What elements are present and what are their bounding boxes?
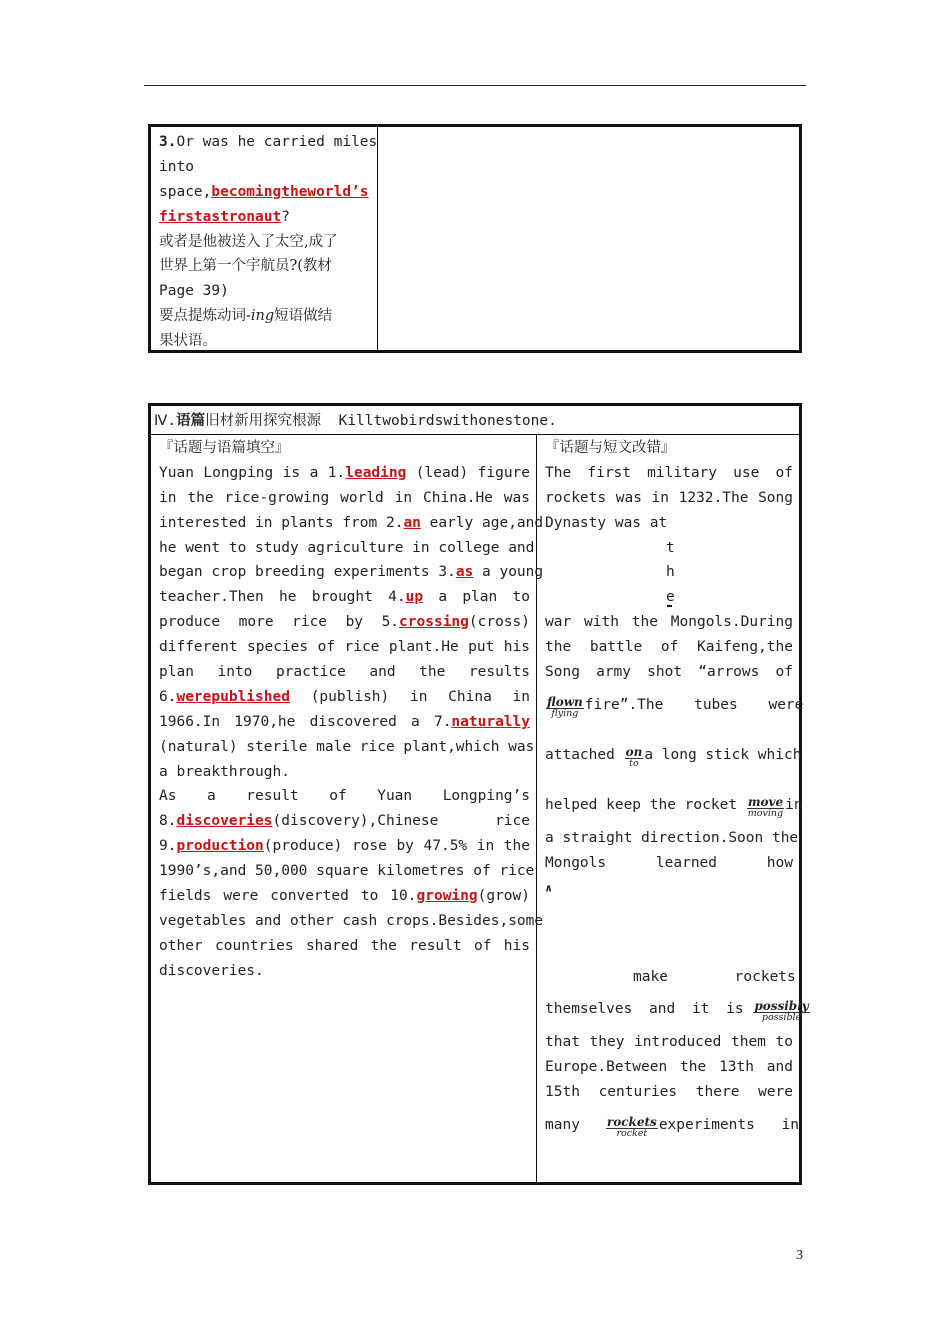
heading-bold: 语篇 — [176, 412, 206, 429]
passage-text: experiments in — [658, 1117, 800, 1134]
passage-text: As a result of Yuan Longping’s — [159, 788, 530, 805]
passage-text: produce more rice by 5. — [159, 614, 400, 631]
passage-text: 9. — [159, 838, 177, 855]
passage-text: fire”.The tubes were — [584, 696, 804, 713]
heading-divider — [151, 434, 799, 435]
example-line-3 — [159, 180, 371, 205]
passage-text: began crop breeding experiments 3. — [159, 564, 456, 581]
passage-text: a young — [473, 564, 544, 581]
example-text: Or was he carried miles — [176, 134, 378, 150]
passage-text: 8. — [159, 813, 177, 830]
answer: growing — [416, 888, 478, 905]
passage-line: Song army shot “arrows of — [545, 664, 793, 681]
correction-old: to — [629, 757, 639, 769]
discourse-table — [148, 403, 809, 1185]
passage-text: plan into practice and the results — [159, 664, 530, 681]
fill-in-title: 『话题与语篇填空』 — [159, 440, 290, 456]
passage-line — [159, 560, 544, 585]
passage-text: discoveries. — [159, 962, 264, 979]
answer: leading — [345, 464, 407, 481]
fill-in-column — [159, 436, 544, 1182]
passage-line — [159, 760, 530, 785]
passage-text: 1966.In 1970,he discovered a 7. — [159, 713, 452, 730]
passage-line — [159, 685, 530, 710]
column-divider — [377, 127, 378, 350]
passage-line — [545, 989, 809, 1024]
passage-line: rockets was in 1232.The Song — [545, 489, 793, 506]
correction-old: rocket — [616, 1128, 648, 1140]
passage-text: a plan to — [423, 589, 530, 606]
key-point-text: 短语做结 — [274, 308, 333, 325]
example-text: ? — [281, 208, 290, 225]
passage-line — [159, 660, 530, 685]
passage-text: in — [785, 796, 803, 813]
inserted-letter: e — [666, 589, 675, 606]
translation-line-1: 或者是他被送入了太空,成了 — [159, 233, 338, 250]
key-point-line-2: 果状语。 — [159, 333, 217, 350]
textbook-page: Page 39) — [159, 283, 229, 300]
passage-line: that they introduced them to — [545, 1034, 793, 1051]
key-point-ing: ing — [250, 308, 275, 325]
section-heading — [154, 409, 793, 435]
passage-line — [159, 461, 530, 486]
correction-old: moving — [747, 807, 784, 819]
correction-new: move — [747, 794, 784, 809]
passage-text: interested in plants from 2. — [159, 514, 404, 531]
correction-flown — [546, 696, 584, 719]
header-rule — [144, 85, 806, 86]
passage-line: Europe.Between the 13th and — [545, 1059, 793, 1076]
passage-text: 1990’s,and 50,000 square kilometres of rice — [159, 863, 535, 880]
answer: werepublished — [176, 688, 290, 705]
example-line-4 — [159, 205, 371, 230]
passage-line — [545, 735, 802, 769]
passage-text: (natural) sterile male rice plant,which was — [159, 738, 535, 755]
passage-text: (lead) figure — [406, 464, 531, 481]
page-number: 3 — [796, 1248, 803, 1263]
passage-line — [159, 635, 530, 660]
passage-text: a breakthrough. — [159, 763, 290, 780]
passage-text: 6. — [159, 688, 177, 705]
answer: naturally — [451, 713, 530, 730]
passage-text: many — [545, 1117, 580, 1134]
passage-text: other countries shared the result of his — [159, 937, 530, 954]
answer: as — [455, 564, 474, 581]
passage-line: a straight direction.Soon the — [545, 829, 799, 846]
insert-mark — [667, 605, 672, 607]
passage-line — [159, 710, 530, 735]
passage-text: different species of rice plant.He put his — [159, 639, 530, 656]
passage-text: he went to study agriculture in college and — [159, 539, 535, 556]
passage-line — [545, 1105, 800, 1140]
answer: production — [176, 838, 264, 855]
error-correction-column — [545, 436, 809, 1182]
item-number: 3. — [159, 134, 177, 150]
passage-line — [159, 784, 530, 809]
passage-text: (produce) rose by 47.5% in the — [263, 838, 530, 855]
correction-old: possible — [761, 1012, 802, 1024]
passage-text: (cross) — [468, 614, 530, 631]
passage-line — [159, 536, 535, 561]
correction-new: possibly — [754, 999, 809, 1014]
passage-line: make rockets — [633, 968, 796, 985]
passage-text: (discovery),Chinese rice — [272, 813, 530, 830]
passage-line: h — [666, 564, 675, 581]
answer: firstastronaut — [159, 208, 282, 225]
passage-line — [159, 859, 535, 884]
example-line-2: into — [159, 158, 194, 175]
passage-line: Dynasty was at — [545, 514, 668, 531]
example-table — [148, 124, 802, 353]
passage-line: war with the Mongols.During — [545, 614, 793, 631]
passage-line — [545, 685, 804, 719]
roman-numeral: Ⅳ. — [154, 413, 177, 429]
error-correction-title: 『话题与短文改错』 — [545, 440, 676, 456]
passage-line — [159, 585, 530, 610]
passage-line: the battle of Kaifeng,the — [545, 639, 793, 656]
answer: discoveries — [176, 813, 273, 830]
passage-line — [545, 785, 803, 819]
passage-line — [159, 834, 530, 859]
passage-text: early age,and — [420, 514, 544, 531]
caret-mark: ∧ — [545, 881, 553, 895]
heading-idiom: Killtwobirdswithonestone. — [338, 413, 557, 429]
translation-line-2: 世界上第一个宇航员?(教材 — [159, 258, 332, 275]
passage-line — [159, 511, 544, 536]
passage-line — [159, 959, 530, 984]
correction-new: rockets — [606, 1115, 657, 1130]
passage-line: The first military use of — [545, 464, 793, 481]
passage-line: t — [666, 539, 675, 556]
passage-text: Yuan Longping is a 1. — [159, 464, 346, 481]
passage-text: themselves and it is — [545, 1001, 744, 1018]
passage-text: (publish) in China in — [289, 688, 530, 705]
passage-line: 15th centuries there were — [545, 1084, 793, 1101]
correction-new: on — [625, 744, 643, 759]
passage-text: teacher.Then he brought 4. — [159, 589, 406, 606]
passage-text: fields were converted to 10. — [159, 888, 417, 905]
passage-line — [159, 610, 530, 635]
passage-line — [545, 876, 793, 901]
correction-possibly — [753, 1000, 809, 1023]
passage-text: helped keep the rocket — [545, 796, 738, 813]
passage-line — [159, 735, 535, 760]
correction-rockets — [606, 1116, 658, 1139]
heading-text: 旧材新用探究根源 — [205, 413, 322, 429]
passage-text: (grow) — [477, 888, 530, 905]
passage-line — [545, 585, 793, 610]
correction-new: flown — [547, 694, 583, 709]
fill-in-passage — [159, 461, 544, 984]
correction-on — [625, 746, 644, 769]
passage-line: Mongols learned how — [545, 854, 793, 871]
example-line-1 — [159, 130, 378, 155]
key-point-line-1 — [159, 304, 371, 329]
correction-move — [747, 796, 784, 819]
answer: an — [403, 514, 421, 531]
passage-text: in the rice-growing world in China.He was — [159, 489, 530, 506]
passage-line — [159, 934, 530, 959]
key-point-text: 要点提炼动词- — [159, 308, 251, 325]
passage-line — [159, 909, 544, 934]
answer: crossing — [399, 614, 469, 631]
example-text: space, — [159, 183, 212, 200]
example-cell — [159, 130, 378, 350]
answer: up — [405, 589, 424, 606]
column-divider — [536, 434, 537, 1182]
passage-line — [159, 884, 530, 909]
passage-line — [159, 486, 530, 511]
passage-line — [159, 809, 530, 834]
answer: becomingtheworld’s — [211, 183, 369, 200]
passage-text: a long stick which — [644, 746, 802, 763]
correction-old: flying — [551, 707, 579, 719]
passage-text: attached — [545, 746, 615, 763]
passage-text: vegetables and other cash crops.Besides,some — [159, 912, 544, 929]
